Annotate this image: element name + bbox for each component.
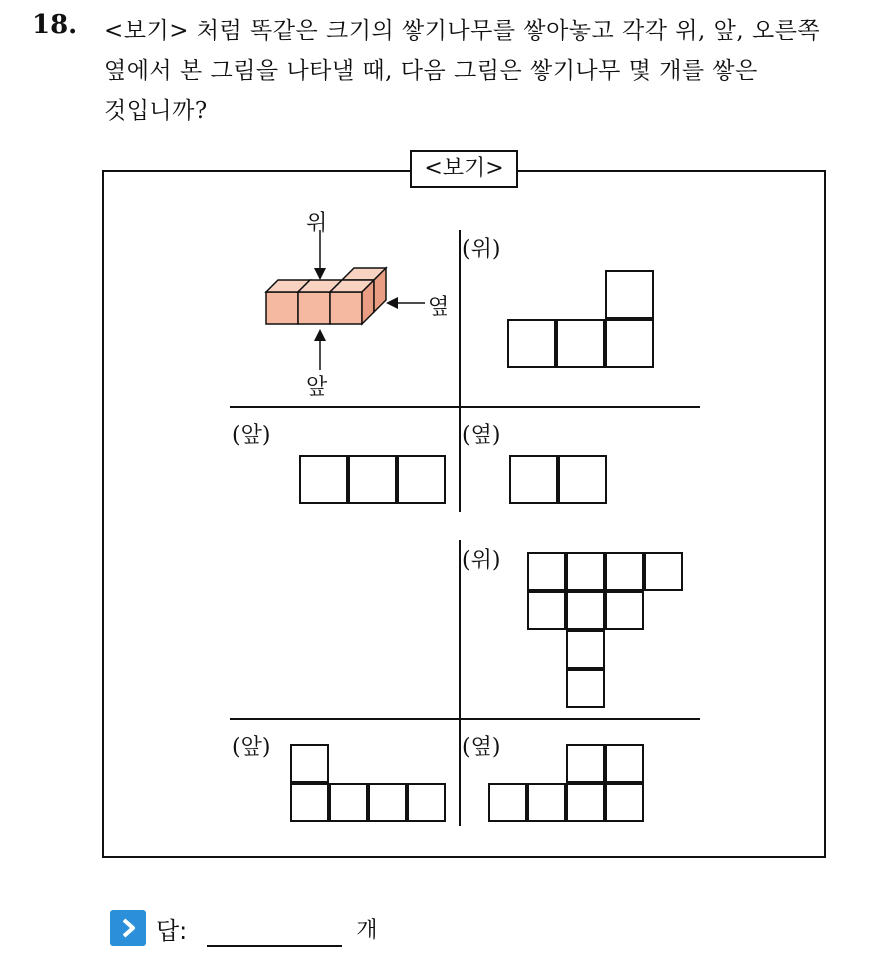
grid-square	[605, 552, 644, 591]
grid-square	[644, 552, 683, 591]
answer-row	[110, 908, 378, 948]
grid-square	[566, 783, 605, 822]
answer-label: 답:	[156, 916, 188, 945]
grid-square	[407, 783, 446, 822]
grid-square	[290, 783, 329, 822]
grid-square	[368, 783, 407, 822]
chevron-right-icon	[110, 910, 146, 946]
grid-square	[348, 455, 397, 504]
question-text-line-3: 것입니까?	[104, 98, 208, 124]
question-text-line-1: <보기> 처럼 똑같은 크기의 쌓기나무를 쌓아놓고 각각 위, 앞, 오른쪽	[104, 18, 821, 44]
grid-square	[507, 319, 556, 368]
direction-label-front: 앞	[306, 375, 328, 400]
grid-square	[397, 455, 446, 504]
grid-square	[558, 455, 607, 504]
direction-label-side: 옆	[428, 295, 450, 320]
answer-unit: 개	[356, 917, 378, 943]
grid-square	[290, 744, 329, 783]
problem-side-view-label: (옆)	[462, 735, 501, 760]
problem-top-view-label: (위)	[462, 548, 501, 573]
grid-square	[488, 783, 527, 822]
grid-square	[605, 783, 644, 822]
question-text-line-2: 옆에서 본 그림을 나타낼 때, 다음 그림은 쌓기나무 몇 개를 쌓은	[104, 58, 758, 84]
example-side-view-label: (옆)	[462, 423, 501, 448]
example-top-view-label: (위)	[462, 237, 501, 262]
answer-blank[interactable]	[207, 909, 342, 947]
grid-square	[605, 591, 644, 630]
grid-square	[566, 630, 605, 669]
grid-square	[527, 783, 566, 822]
grid-square	[509, 455, 558, 504]
grid-square	[556, 319, 605, 368]
grid-square	[527, 552, 566, 591]
grid-square	[566, 744, 605, 783]
grid-square	[566, 591, 605, 630]
problem-front-view-label: (앞)	[232, 735, 271, 760]
grid-square	[329, 783, 368, 822]
grid-square	[605, 270, 654, 319]
grid-square	[605, 744, 644, 783]
example-front-view-label: (앞)	[232, 423, 271, 448]
divider-vertical-lower	[459, 540, 461, 826]
example-box-title: <보기>	[410, 150, 518, 188]
direction-label-top: 위	[306, 211, 328, 236]
question-number: 18.	[32, 10, 78, 40]
grid-square	[527, 591, 566, 630]
grid-square	[566, 552, 605, 591]
divider-horizontal-lower	[230, 718, 700, 720]
grid-square	[299, 455, 348, 504]
grid-square	[566, 669, 605, 708]
grid-square	[605, 319, 654, 368]
